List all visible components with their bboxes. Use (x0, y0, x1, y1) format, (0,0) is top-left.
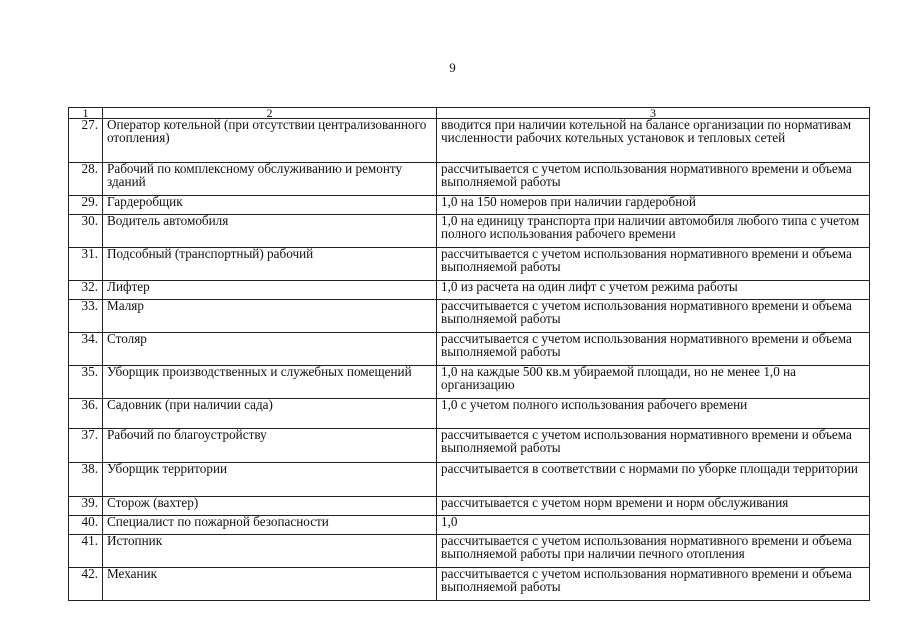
row-number: 36. (69, 399, 103, 429)
row-number: 28. (69, 163, 103, 196)
row-number: 27. (69, 119, 103, 163)
position-norm: 1,0 на 150 номеров при наличии гардеробной (437, 196, 870, 215)
position-name: Сторож (вахтер) (103, 497, 437, 516)
position-norm: рассчитывается с учетом использования нормативного времени и объема выполняемой работы при наличии печного отопления (437, 535, 870, 568)
table-row (69, 119, 870, 163)
table-row (69, 399, 870, 429)
position-name: Гардеробщик (103, 196, 437, 215)
position-name: Механик (103, 568, 437, 601)
row-number: 34. (69, 333, 103, 366)
staffing-norms-table (68, 107, 870, 601)
table-row (69, 300, 870, 333)
page-number: 9 (449, 60, 456, 75)
table-row (69, 163, 870, 196)
table-row (69, 497, 870, 516)
column-header-position: 2 (103, 108, 437, 119)
position-norm: 1,0 на единицу транспорта при наличии автомобиля любого типа с учетом полного использования рабочего времени (437, 215, 870, 248)
position-norm: 1,0 на каждые 500 кв.м убираемой площади, но не менее 1,0 на организацию (437, 366, 870, 399)
row-number: 31. (69, 248, 103, 281)
row-number: 41. (69, 535, 103, 568)
position-norm: рассчитывается с учетом использования нормативного времени и объема выполняемой работы (437, 248, 870, 281)
table-row (69, 215, 870, 248)
position-name: Садовник (при наличии сада) (103, 399, 437, 429)
position-norm: рассчитывается с учетом использования нормативного времени и объема выполняемой работы (437, 429, 870, 463)
position-name: Столяр (103, 333, 437, 366)
position-name: Рабочий по комплексному обслуживанию и ремонту зданий (103, 163, 437, 196)
position-norm: 1,0 из расчета на один лифт с учетом режима работы (437, 281, 870, 300)
position-norm: рассчитывается с учетом использования нормативного времени и объема выполняемой работы (437, 163, 870, 196)
table-row (69, 333, 870, 366)
table-row (69, 535, 870, 568)
position-norm: рассчитывается с учетом использования нормативного времени и объема выполняемой работы (437, 300, 870, 333)
table-row (69, 196, 870, 215)
row-number: 30. (69, 215, 103, 248)
row-number: 40. (69, 516, 103, 535)
row-number: 38. (69, 463, 103, 497)
position-norm: рассчитывается с учетом использования нормативного времени и объема выполняемой работы (437, 568, 870, 601)
row-number: 39. (69, 497, 103, 516)
column-header-note: 3 (437, 108, 870, 119)
row-number: 42. (69, 568, 103, 601)
position-name: Маляр (103, 300, 437, 333)
position-name: Специалист по пожарной безопасности (103, 516, 437, 535)
table-row (69, 281, 870, 300)
column-header-number: 1 (69, 108, 103, 119)
position-norm: рассчитывается с учетом использования нормативного времени и объема выполняемой работы (437, 333, 870, 366)
table-row (69, 429, 870, 463)
position-norm: 1,0 с учетом полного использования рабочего времени (437, 399, 870, 429)
position-name: Лифтер (103, 281, 437, 300)
row-number: 35. (69, 366, 103, 399)
position-norm: вводится при наличии котельной на балансе организации по нормативам численности рабочих котельных установок и тепловых сетей (437, 119, 870, 163)
position-norm: рассчитывается в соответствии с нормами по уборке площади территории (437, 463, 870, 497)
table-row (69, 463, 870, 497)
row-number: 32. (69, 281, 103, 300)
table-row (69, 516, 870, 535)
row-number: 37. (69, 429, 103, 463)
position-name: Уборщик производственных и служебных помещений (103, 366, 437, 399)
table-row (69, 568, 870, 601)
position-name: Рабочий по благоустройству (103, 429, 437, 463)
table-row (69, 248, 870, 281)
position-name: Истопник (103, 535, 437, 568)
row-number: 33. (69, 300, 103, 333)
position-name: Подсобный (транспортный) рабочий (103, 248, 437, 281)
position-name: Уборщик территории (103, 463, 437, 497)
table-row (69, 366, 870, 399)
position-norm: рассчитывается с учетом норм времени и норм обслуживания (437, 497, 870, 516)
position-norm: 1,0 (437, 516, 870, 535)
position-name: Оператор котельной (при отсутствии централизованного отопления) (103, 119, 437, 163)
row-number: 29. (69, 196, 103, 215)
position-name: Водитель автомобиля (103, 215, 437, 248)
